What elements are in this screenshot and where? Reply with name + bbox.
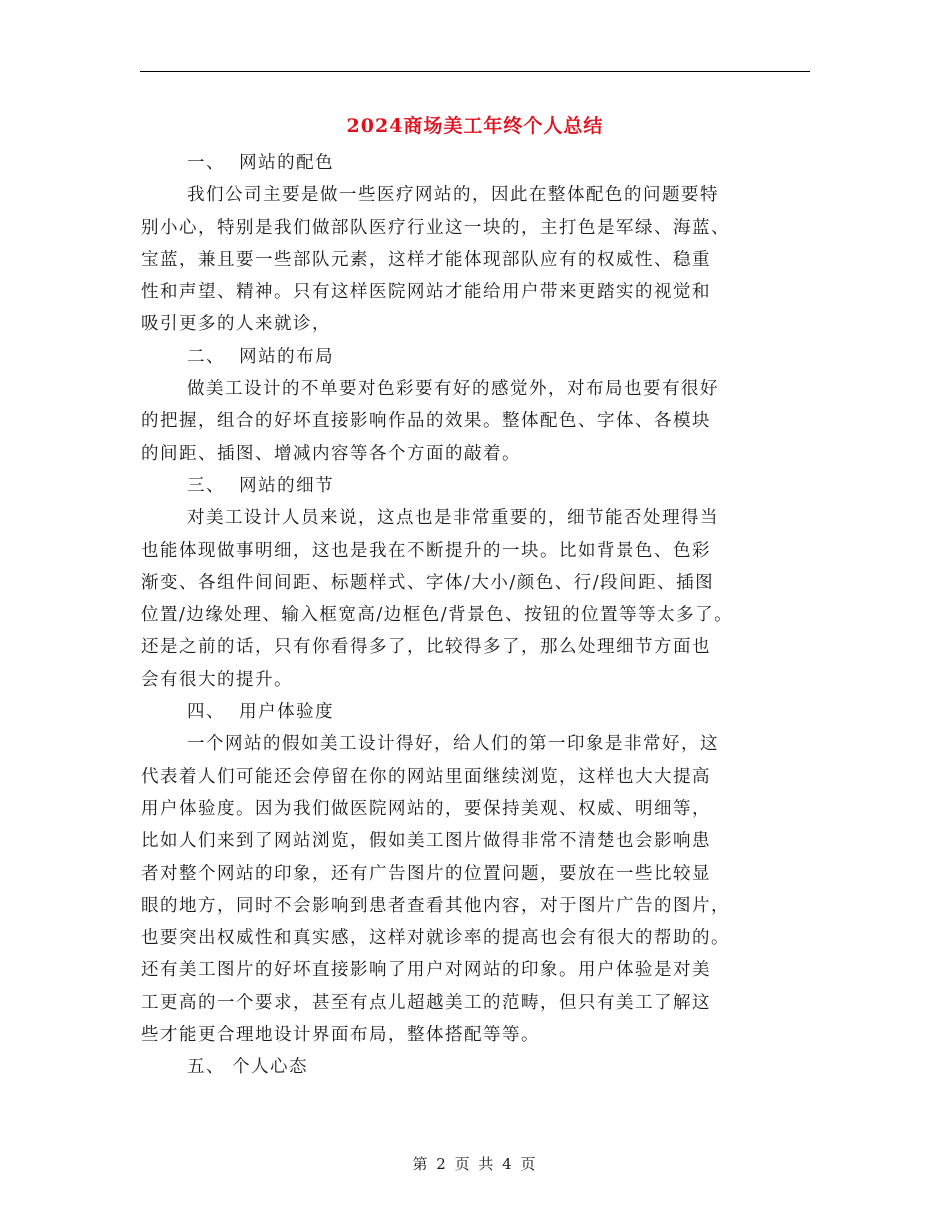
paragraph-line: 的把握，组合的好坏直接影响作品的效果。整体配色、字体、各模块: [141, 411, 711, 432]
header-rule: [140, 71, 810, 72]
section-heading-4: 四、 用户体验度: [187, 702, 335, 723]
paragraph-line: 对美工设计人员来说，这点也是非常重要的，细节能否处理得当: [187, 508, 719, 529]
paragraph-line: 也要突出权威性和真实感，这样对就诊率的提高也会有很大的帮助的。: [141, 928, 730, 949]
section-heading-3: 三、 网站的细节: [187, 475, 335, 496]
paragraph-line: 会有很大的提升。: [141, 669, 293, 690]
paragraph-line: 代表着人们可能还会停留在你的网站里面继续浏览，这样也大大提高: [141, 766, 711, 787]
paragraph-line: 用户体验度。因为我们做医院网站的，要保持美观、权威、明细等，: [141, 798, 711, 819]
paragraph-line: 别小心，特别是我们做部队医疗行业这一块的，主打色是军绿、海蓝、: [141, 217, 730, 238]
paragraph-line: 工更高的一个要求，甚至有点儿超越美工的范畴，但只有美工了解这: [141, 992, 711, 1013]
paragraph-line: 眼的地方，同时不会影响到患者查看其他内容，对于图片广告的图片，: [141, 895, 730, 916]
section-heading-5: 五、 个人心态: [187, 1057, 309, 1078]
paragraph-line: 位置/边缘处理、输入框宽高/边框色/背景色、按钮的位置等等太多了。: [141, 605, 734, 626]
section-paragraph-3: [141, 502, 815, 696]
section-paragraph-1: [141, 179, 815, 340]
paragraph-line: 还是之前的话，只有你看得多了，比较得多了，那么处理细节方面也: [141, 637, 711, 658]
document-title: 2024商场美工年终个人总结: [346, 115, 604, 137]
page-number-footer: 第 2 页 共 4 页: [412, 1155, 538, 1173]
paragraph-line: 宝蓝，兼且要一些部队元素，这样才能体现部队应有的权威性、稳重: [141, 249, 711, 270]
paragraph-line: 也能体现做事明细，这也是我在不断提升的一块。比如背景色、色彩: [141, 540, 711, 561]
paragraph-line: 的间距、插图、增减内容等各个方面的敲着。: [141, 443, 521, 464]
paragraph-line: 比如人们来到了网站浏览，假如美工图片做得非常不清楚也会影响患: [141, 831, 711, 852]
paragraph-line: 做美工设计的不单要对色彩要有好的感觉外，对布局也要有很好: [187, 379, 719, 400]
section-heading-2: 二、 网站的布局: [187, 346, 335, 367]
paragraph-line: 性和声望、精神。只有这样医院网站才能给用户带来更踏实的视觉和: [141, 282, 711, 303]
paragraph-line: 吸引更多的人来就诊，: [141, 314, 331, 335]
paragraph-line: 还有美工图片的好坏直接影响了用户对网站的印象。用户体验是对美: [141, 960, 711, 981]
paragraph-line: 我们公司主要是做一些医疗网站的，因此在整体配色的问题要特: [187, 185, 719, 206]
section-paragraph-4: [141, 728, 815, 1051]
paragraph-line: 者对整个网站的印象，还有广告图片的位置问题，要放在一些比较显: [141, 863, 711, 884]
document-body: [141, 147, 815, 1084]
section-paragraph-2: [141, 373, 815, 470]
paragraph-line: 一个网站的假如美工设计得好，给人们的第一印象是非常好，这: [187, 734, 719, 755]
paragraph-line: 些才能更合理地设计界面布局，整体搭配等等。: [141, 1025, 540, 1046]
paragraph-line: 渐变、各组件间间距、标题样式、字体/大小/颜色、行/段间距、插图: [141, 572, 715, 593]
section-heading-1: 一、 网站的配色: [187, 153, 335, 173]
